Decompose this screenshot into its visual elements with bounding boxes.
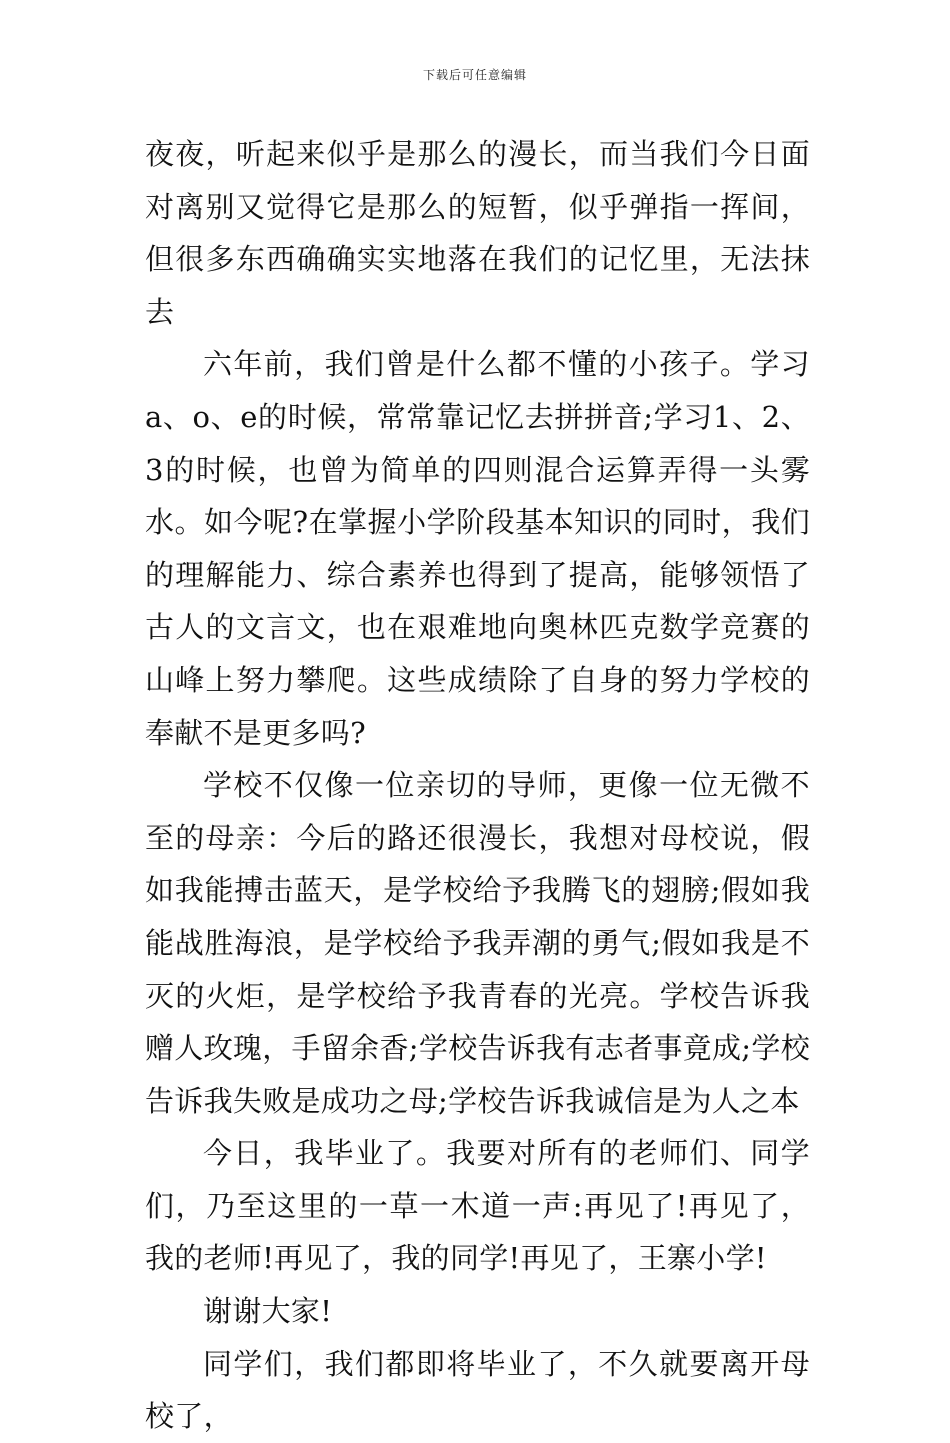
paragraph-classmates: 同学们，我们都即将毕业了，不久就要离开母校了， bbox=[145, 1346, 810, 1434]
header-watermark: 下载后可任意编辑 bbox=[422, 68, 527, 82]
paragraph-six-years-ago: 六年前，我们曾是什么都不懂的小孩子。学习a、o、e的时候，常常靠记忆去拼拼音;学习1、2、3的时候，也曾为简单的四则混合运算弄得一头雾水。如今呢?在掌握小学阶段基本知识的同时，我们的理解能力、综合素养也得到了提高，能够领悟了古人的文言文，也在艰难地向奥林匹克数学竞赛的山峰上努力攀爬。这些成绩除了自身的努力学校的奉献不是更多吗? bbox=[145, 347, 810, 750]
paragraph-graduation-farewell: 今日，我毕业了。我要对所有的老师们、同学们，乃至这里的一草一木道一声:再见了!再见了，我的老师!再见了，我的同学!再见了，王寨小学! bbox=[145, 1136, 810, 1276]
paragraph-school-mentor: 学校不仅像一位亲切的导师，更像一位无微不至的母亲：今后的路还很漫长，我想对母校说，假如我能搏击蓝天，是学校给予我腾飞的翅膀;假如我能战胜海浪，是学校给予我弄潮的勇气;假如我是不灭的火炬，是学校给予我青春的光亮。学校告诉我赠人玫瑰，手留余香;学校告诉我有志者事竟成;学校告诉我失败是成功之母;学校告诉我诚信是为人之本 bbox=[145, 768, 810, 1118]
paragraph-thanks: 谢谢大家! bbox=[203, 1294, 333, 1329]
document-body bbox=[145, 128, 810, 1443]
paragraph-continuation: 夜夜，听起来似乎是那么的漫长，而当我们今日面对离别又觉得它是那么的短暂，似乎弹指一挥间，但很多东西确确实实地落在我们的记忆里，无法抹去 bbox=[145, 137, 810, 329]
